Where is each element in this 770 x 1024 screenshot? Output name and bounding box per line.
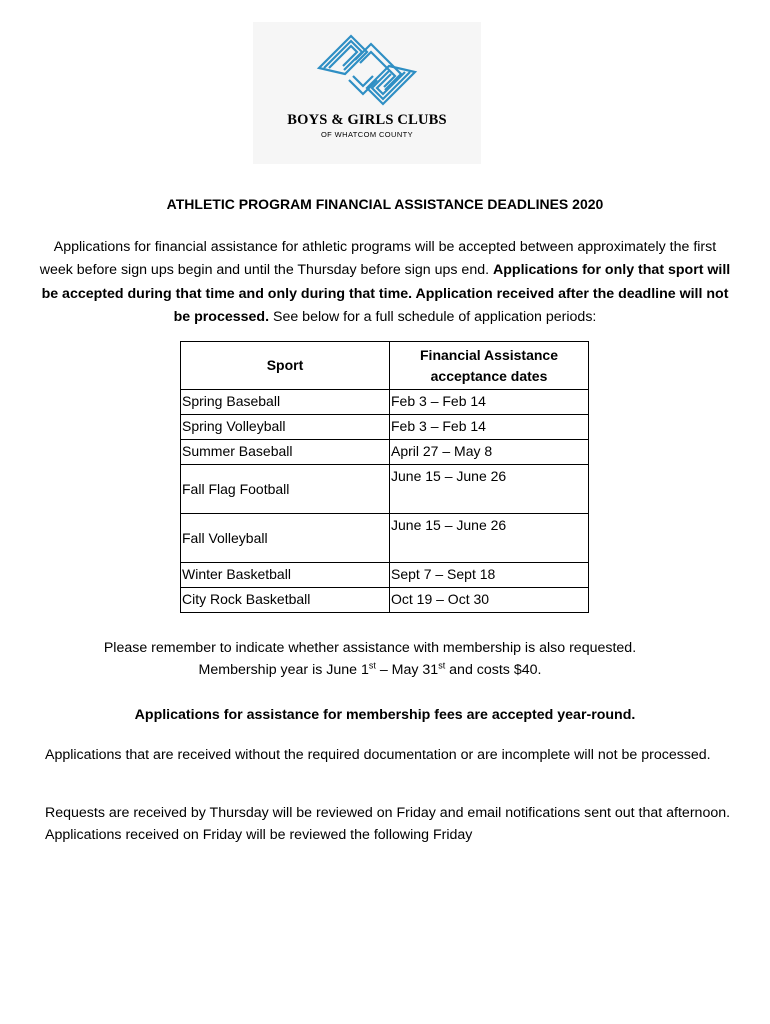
- clasped-hands-logo-icon: [315, 30, 419, 110]
- table-row: [181, 588, 589, 613]
- sport-cell: Summer Baseball: [181, 440, 390, 465]
- logo-title: BOYS & GIRLS CLUBS: [287, 112, 447, 128]
- sport-cell: Spring Baseball: [181, 390, 390, 415]
- dates-cell: June 15 – June 26: [390, 465, 589, 514]
- membership-year-note: [0, 659, 740, 681]
- page-title: ATHLETIC PROGRAM FINANCIAL ASSISTANCE DEADLINES 2020: [166, 196, 604, 212]
- sport-cell: Winter Basketball: [181, 563, 390, 588]
- header-sport: Sport: [181, 342, 390, 390]
- header-dates: [390, 342, 589, 390]
- intro-bold-text: Applications for only that sport will be accepted during that time and only during that time. Application received after the deadline will not be processed.: [41, 262, 731, 326]
- intro-text-end: See below for a full schedule of application periods:: [269, 309, 597, 326]
- membership-year-text-mid: – May 31: [375, 662, 439, 678]
- year-round-note: Applications for assistance for membership fees are accepted year-round.: [134, 707, 636, 723]
- table-row: [181, 440, 589, 465]
- sport-cell: Fall Volleyball: [181, 514, 390, 563]
- table-row: [181, 465, 589, 514]
- header-dates-line1: Financial Assistance: [420, 346, 558, 363]
- table-row: [181, 514, 589, 563]
- sport-cell: Spring Volleyball: [181, 415, 390, 440]
- table-row: [181, 563, 589, 588]
- dates-cell: June 15 – June 26: [390, 514, 589, 563]
- dates-cell: Feb 3 – Feb 14: [390, 415, 589, 440]
- club-logo: [253, 22, 481, 164]
- sport-cell: Fall Flag Football: [181, 465, 390, 514]
- table-row: [181, 415, 589, 440]
- membership-year-text: Membership year is June 1: [198, 662, 369, 678]
- ordinal-suffix: st: [368, 660, 376, 671]
- review-schedule-paragraph: Requests are received by Thursday will be reviewed on Friday and email notifications sent out that afternoon. Applications received on Friday will be reviewed the following Friday: [45, 805, 731, 843]
- incomplete-applications-paragraph: Applications that are received without the required documentation or are incomplete will not be processed.: [45, 747, 711, 763]
- sport-cell: City Rock Basketball: [181, 588, 390, 613]
- intro-text: Applications for financial assistance for athletic programs will be accepted between approximately the first week before sign ups begin and until the Thursday before sign ups end.: [39, 239, 717, 279]
- header-dates-line2: acceptance dates: [430, 367, 548, 384]
- table-header-row: [181, 342, 589, 390]
- schedule-table: [180, 341, 589, 613]
- dates-cell: Sept 7 – Sept 18: [390, 563, 589, 588]
- ordinal-suffix: st: [438, 660, 446, 671]
- dates-cell: Oct 19 – Oct 30: [390, 588, 589, 613]
- table-row: [181, 390, 589, 415]
- membership-reminder: Please remember to indicate whether assistance with membership is also requested.: [103, 640, 637, 656]
- logo-subtitle: OF WHATCOM COUNTY: [320, 130, 414, 139]
- dates-cell: Feb 3 – Feb 14: [390, 390, 589, 415]
- dates-cell: April 27 – May 8: [390, 440, 589, 465]
- intro-paragraph: [36, 236, 734, 330]
- membership-cost-text: and costs $40.: [445, 662, 542, 678]
